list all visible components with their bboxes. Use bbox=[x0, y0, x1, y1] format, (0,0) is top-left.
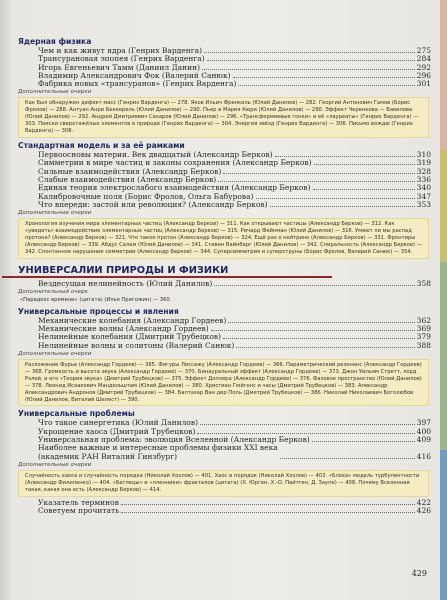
entry-page-number: 336 bbox=[416, 174, 431, 184]
entry-page-number: 353 bbox=[416, 199, 431, 209]
dot-leader bbox=[312, 441, 415, 442]
dot-leader bbox=[121, 512, 414, 513]
entry-title-line: Нелинейные волны и солитоны (Валерий Санюк) bbox=[38, 340, 235, 350]
entry-page-number: 310 bbox=[416, 150, 431, 160]
part-heading bbox=[2, 263, 431, 278]
entry-title-line: Фабрика новых «трансуранов» (Генрих Варденга) bbox=[38, 79, 237, 89]
entry-title-line: Трансурановая эпопея (Генрих Варденга) bbox=[38, 54, 205, 64]
entry-title bbox=[38, 80, 236, 88]
entry-title-line: Советуем прочитать bbox=[38, 505, 120, 515]
dot-leader bbox=[200, 424, 415, 425]
dot-leader bbox=[314, 164, 415, 165]
toc-entry[interactable] bbox=[18, 280, 431, 288]
additional-essays-box: Как был обнаружен дефект масс (Генрих Варденга) — 278. Яков Ильич Френкель (Юлий Данилов) — 282. Георгий Антонович Гамов (Борис Фролов) — 288. Антуан Анри Беккерель (Юлий Данилов) — 290. Пьер и Мария Кюри (Юлий Данилов) — 290. Эффект Черенкова — Вавилова (Юлий Данилов) — 292. Андрей Дмитриевич Сахаров (Юлий Данилов) — 296. «Трансфермиевые гонки» и её «лауреаты» (Генрих Варденга) — 303. Поиски сверхтяжёлых элементов в природе (Генрих Варденга) — 304. Энергия звёзд (Генрих Варденга) — 306. Письмо вождю (Генрих Варденга) — 308. bbox=[18, 97, 429, 138]
entry-title-line: Калибровочные поля (Борис Фролов, Ольга Бабурова) bbox=[38, 191, 254, 201]
entry-title-line: Механические волны (Александр Гордеев) bbox=[38, 324, 209, 334]
entry-title-line: Игорь Евгеньевич Тамм (Даниил Данин) bbox=[38, 62, 201, 72]
dot-leader bbox=[218, 181, 414, 182]
dot-leader bbox=[211, 330, 415, 331]
entry-page-number: 422 bbox=[416, 497, 431, 507]
entry-title-line: Что впереди: застой или революция? (Александр Берков) bbox=[38, 199, 268, 209]
additional-essays-box: Случайность хаоса и случайность порядка (Николай Хохлов) — 401. Хаос и порядок (Николай Хохлов) — 403. «Блоха» модель турбулентности (Александр Филипенко) — 404. «Беглецы» и «пленники» фракталов (цитата) (Х. Юрген, Х.-О. Пайтген, Д. Заупе) — 408. Почему Вселенная такая, какая она есть (Александр Берков) — 414. bbox=[18, 470, 429, 497]
dot-leader bbox=[313, 189, 415, 190]
entry-page-number: 409 bbox=[416, 435, 431, 445]
dot-leader bbox=[121, 504, 415, 505]
entry-page-number: 275 bbox=[416, 46, 431, 55]
dot-leader bbox=[233, 77, 415, 78]
entry-page-number: 347 bbox=[416, 191, 431, 201]
entry-title bbox=[38, 444, 278, 461]
section-heading: Универсальные процессы и явления bbox=[18, 306, 179, 316]
entry-page-number: 397 bbox=[416, 418, 431, 428]
additional-essays-box: Хронология изучения мира элементарных частиц (Александр Берков) — 311. Как открывают частицы (Александр Берков) — 312. Как «увидеть» взаимодействие элементарных частиц (Александр Берков) — 315. Ричард Фейнман (Юлий Данилов) — 316. Умеют ли мы распад протона? (Александр Берков) — 321. Что такое протон (Александр Берков) — 324. Ещё раз о нейтрино (Александр Берков) — 331. Фронтиры (Александр Берков) — 339. Абдус Салам (Юлий Данилов) — 341. Стивен Вайнберг (Юлий Данилов) — 342. Спиральность (Александр Берков) — 342. Спонтанное нарушение симметрии (Александр Берков) — 344. Суперсимметрия и суперструны (Борис Фролов, Валерий Санюк) — 354. bbox=[18, 218, 429, 259]
entry-page-number: 292 bbox=[416, 62, 431, 72]
entry-title bbox=[38, 507, 119, 515]
entry-page-number: 388 bbox=[416, 340, 431, 350]
part-heading-rule bbox=[2, 276, 332, 278]
dot-leader bbox=[223, 338, 415, 339]
section-heading: Универсальные проблемы bbox=[18, 409, 135, 419]
dot-leader bbox=[275, 156, 415, 157]
entry-title-line: Сильные взаимодействия (Александр Берков) bbox=[38, 166, 222, 176]
entry-title-line: Первоосновы материи. Век двадцатый (Александр Берков) bbox=[38, 150, 273, 160]
entry-page-number: 416 bbox=[416, 451, 431, 461]
dot-leader bbox=[197, 433, 414, 434]
toc-entry[interactable] bbox=[18, 201, 431, 209]
entry-page-number: 319 bbox=[416, 158, 431, 168]
entry-title-line: Универсальная проблема: эволюция Вселенной (Александр Берков) bbox=[38, 435, 310, 445]
dot-leader bbox=[236, 347, 414, 348]
additional-essays-box: Разложение Фурье (Александр Гордеев) — 365. Фигуры Лиссажу (Александр Гордеев) — 366. Параметрический резонанс (Александр Гордеев) — 368. Громкость и высота звука (Александр Гордеев) — 370. Бинауральный эффект (Александр Гордеев) — 373. Джон Уильям Стретт, лорд Рэлей, и его «Теория звука» (Дмитрий Трубецков) — 375. Эффект Доплера (Александр Гордеев) — 376. Фазовое пространство (Юлий Данилов) — 378. Леонид Исаакович Мандельштам (Юлий Данилов) — 380. Христиан Гюйгенс и часы (Дмитрий Трубецков) — 383. Александр Александрович Андронов (Дмитрий Трубецков) — 384. Балтазар Ван дер Поль (Дмитрий Трубецков) — 386. Николай Николаевич Боголюбов (Юлий Данилов, Виталий Шелест) — 390. bbox=[18, 359, 429, 406]
additional-essays-box: «Парадокс времени» (цитата) (Илья Пригожин) — 360. bbox=[20, 296, 172, 303]
dot-leader bbox=[207, 60, 415, 61]
page-number: 429 bbox=[411, 569, 427, 578]
table-of-contents bbox=[18, 37, 431, 515]
dot-leader bbox=[280, 458, 415, 459]
part-heading-text: УНИВЕРСАЛИИ ПРИРОДЫ И ФИЗИКИ bbox=[18, 264, 229, 276]
additional-essays-label: Дополнительный очерк bbox=[18, 288, 88, 295]
section-heading: Стандартная модель и за её рамками bbox=[18, 141, 185, 151]
entry-page-number: 284 bbox=[416, 54, 431, 64]
toc-entry[interactable] bbox=[18, 342, 431, 350]
additional-essays-label: Дополнительные очерки bbox=[18, 461, 92, 468]
entry-title-line: Указатель терминов bbox=[38, 497, 119, 507]
additional-essays-label: Дополнительные очерки bbox=[18, 210, 92, 217]
entry-page-number: 340 bbox=[416, 183, 431, 193]
entry-page-number: 400 bbox=[416, 426, 431, 436]
entry-title-line: Механические колебания (Александр Гордеев) bbox=[38, 315, 227, 325]
entry-page-number: 301 bbox=[416, 79, 431, 89]
entry-title-line: Чем и как живут ядра (Генрих Варденга) bbox=[38, 46, 203, 55]
toc-entry[interactable] bbox=[18, 444, 431, 461]
dot-leader bbox=[228, 322, 414, 323]
entry-title-line: Симметрии в мире частиц и законы сохранения (Александр Берков) bbox=[38, 158, 312, 168]
entry-title-line: Владимир Александрович Фок (Валерий Санюк) bbox=[38, 70, 231, 80]
entry-title-line: Единая теория электрослабого взаимодействия (Александр Берков) bbox=[38, 183, 311, 193]
dot-leader bbox=[256, 198, 415, 199]
additional-essays-label: Дополнительные очерки bbox=[18, 89, 92, 96]
entry-page-number: 362 bbox=[416, 315, 431, 325]
edge-color-band bbox=[440, 262, 447, 450]
dot-leader bbox=[238, 85, 414, 86]
entry-title-line: (академик РАН Виталий Гинзбург) bbox=[38, 451, 178, 461]
edge-color-band bbox=[440, 0, 447, 150]
entry-title-line: Что такое синергетика (Юлий Данилов) bbox=[38, 418, 199, 428]
section-heading: Ядерная физика bbox=[18, 37, 92, 46]
dot-leader bbox=[223, 173, 414, 174]
entry-title bbox=[38, 201, 268, 209]
entry-page-number: 379 bbox=[416, 332, 431, 342]
dot-leader bbox=[214, 285, 414, 286]
additional-essays-label: Дополнительные очерки bbox=[18, 351, 92, 358]
entry-title-line: Укрощение хаоса (Дмитрий Трубецков) bbox=[38, 426, 196, 436]
entry-page-number: 328 bbox=[416, 166, 431, 176]
edge-color-band bbox=[440, 150, 447, 262]
entry-page-number: 369 bbox=[416, 324, 431, 334]
dot-leader bbox=[270, 206, 415, 207]
entry-title-line: Вездесущая нелинейность (Юлий Данилов) bbox=[38, 278, 213, 288]
entry-page-number: 426 bbox=[416, 505, 431, 515]
entry-page-number: 296 bbox=[416, 70, 431, 80]
toc-entry[interactable] bbox=[18, 507, 431, 515]
entry-title bbox=[38, 342, 234, 350]
dot-leader bbox=[202, 69, 415, 70]
dot-leader bbox=[204, 52, 415, 53]
entry-title-line: Нелинейные колебания (Дмитрий Трубецков) bbox=[38, 332, 222, 342]
toc-entry[interactable] bbox=[18, 80, 431, 88]
entry-title bbox=[38, 280, 212, 288]
edge-color-band bbox=[440, 450, 447, 600]
entry-title-line: Слабые взаимодействия (Александр Берков) bbox=[38, 174, 217, 184]
entry-title-line: Наиболее важные и интересные проблемы физики XXI века bbox=[38, 443, 278, 453]
entry-page-number: 358 bbox=[416, 278, 431, 288]
